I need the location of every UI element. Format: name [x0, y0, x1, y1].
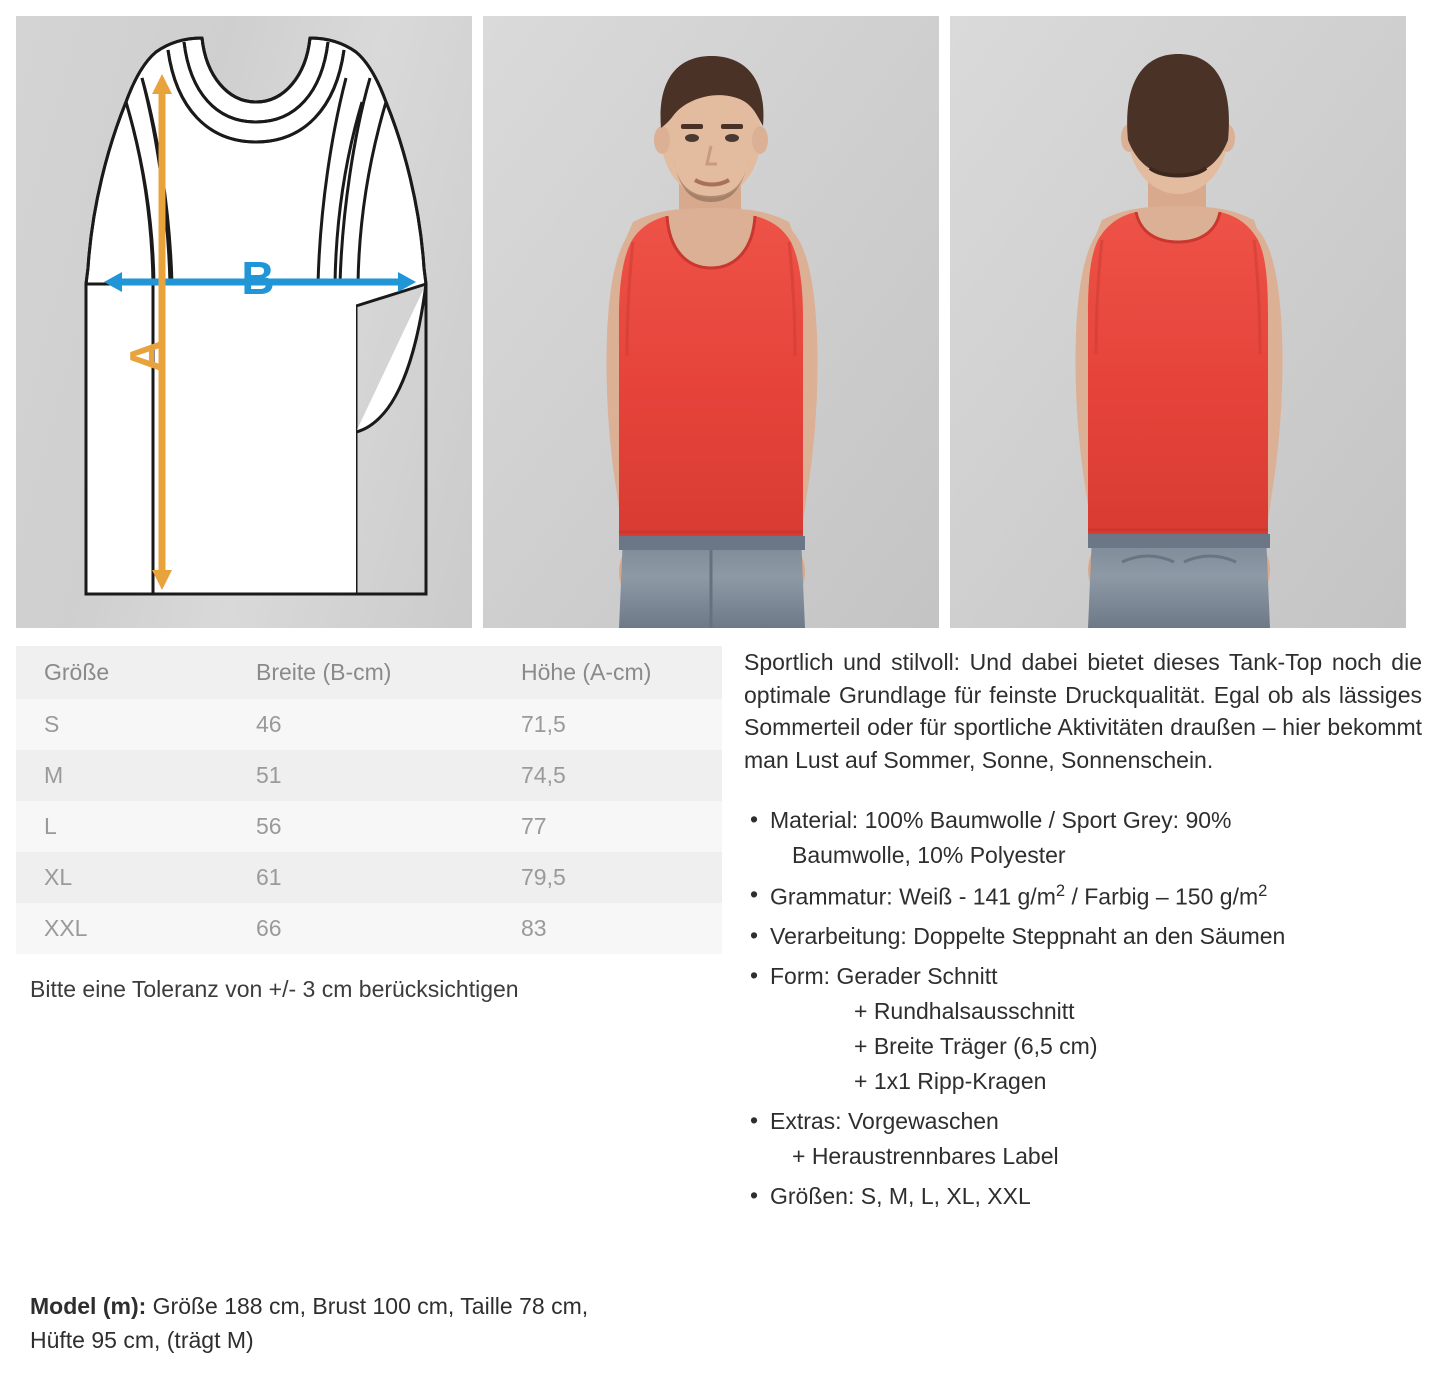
spec-form [744, 959, 1422, 1099]
spec-groessen: • Größen: S, M, L, XL, XXL [744, 1179, 1422, 1214]
description-column [722, 646, 1422, 1219]
spec-list [744, 803, 1422, 1214]
cell-width: 46 [228, 699, 493, 750]
cell-size: L [16, 801, 228, 852]
spec-grammatur-sup2: 2 [1258, 880, 1268, 900]
cell-width: 56 [228, 801, 493, 852]
model-note-line2: Hüfte 95 cm, (trägt M) [30, 1326, 254, 1353]
height-label: A [120, 339, 172, 373]
spec-material-line2: Baumwolle, 10% Polyester [792, 841, 1066, 868]
spec-material-line1: Material: 100% Baumwolle / Sport Grey: 90% [770, 806, 1232, 833]
model-back-card [950, 16, 1406, 628]
column-header-size: Größe [16, 646, 228, 699]
table-row [16, 903, 722, 954]
tolerance-note: Bitte eine Toleranz von +/- 3 cm berücksichtigen [30, 976, 519, 1002]
spec-form-sub2: + Breite Träger (6,5 cm) [854, 1033, 1098, 1059]
width-label: B [241, 252, 275, 304]
table-row [16, 801, 722, 852]
technical-drawing-card [16, 16, 472, 628]
size-table [16, 646, 722, 954]
model-note [30, 1290, 730, 1357]
model-note-line1: Größe 188 cm, Brust 100 cm, Taille 78 cm, [146, 1293, 589, 1320]
spec-verarbeitung: • Verarbeitung: Doppelte Steppnaht an den Säumen [744, 919, 1422, 954]
spec-form-sub1: + Rundhalsausschnitt [854, 998, 1075, 1025]
spec-grammatur-pre: Grammatur: Weiß - 141 g/m [770, 883, 1056, 910]
spec-extras-sub1: + Heraustrennbares Label [792, 1142, 1059, 1169]
model-back-photo [950, 16, 1406, 628]
spec-extras [744, 1104, 1422, 1174]
cell-height: 79,5 [493, 852, 722, 903]
cell-height: 71,5 [493, 699, 722, 750]
cell-size: M [16, 750, 228, 801]
spec-grammatur-mid: / Farbig – 150 g/m [1065, 883, 1259, 910]
cell-height: 83 [493, 903, 722, 954]
cell-size: XL [16, 852, 228, 903]
model-front-card [483, 16, 939, 628]
cell-size: S [16, 699, 228, 750]
cell-height: 77 [493, 801, 722, 852]
spec-grammatur-sup1: 2 [1055, 880, 1066, 900]
column-header-width: Breite (B-cm) [228, 646, 493, 699]
table-row [16, 699, 722, 750]
table-row [16, 750, 722, 801]
product-description: Sportlich und stilvoll: Und dabei bietet dieses Tank-Top noch die optimale Grundlage für feinste Druckqualität. Egal ob als lässiges Sommerteil oder für sportliche Aktivitäten draußen – hier bekommt man Lust auf Sommer, Sonne, Sonnenschein. [744, 649, 1422, 773]
technical-drawing [16, 16, 472, 628]
model-front-photo [483, 16, 939, 628]
spec-form-sub3: + 1x1 Ripp-Kragen [854, 1067, 1047, 1094]
column-header-height: Höhe (A-cm) [493, 646, 722, 699]
table-row [16, 852, 722, 903]
cell-width: 61 [228, 852, 493, 903]
size-table-column [16, 646, 722, 1219]
spec-grammatur [744, 878, 1422, 915]
cell-width: 66 [228, 903, 493, 954]
cell-height: 74,5 [493, 750, 722, 801]
spec-form-main: Form: Gerader Schnitt [770, 963, 998, 990]
spec-material [744, 803, 1422, 873]
details-section [0, 628, 1448, 1219]
table-header-row [16, 646, 722, 699]
model-note-label: Model (m): [30, 1293, 147, 1320]
spec-extras-main: Extras: Vorgewaschen [770, 1107, 999, 1134]
product-image-row [0, 0, 1448, 628]
cell-size: XXL [16, 903, 228, 954]
cell-width: 51 [228, 750, 493, 801]
